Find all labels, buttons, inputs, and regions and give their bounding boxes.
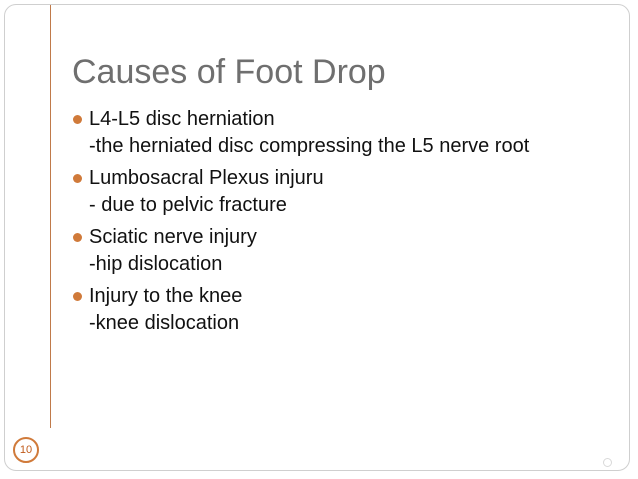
bullet-item <box>72 224 529 278</box>
corner-circle-icon <box>603 458 612 467</box>
bullet-subtext: - due to pelvic fracture <box>89 194 287 216</box>
bullet-subtext: -the herniated disc compressing the L5 nerve root <box>89 135 530 157</box>
bullet-item <box>72 283 529 337</box>
bullet-text: Lumbosacral Plexus injuru <box>89 167 324 189</box>
bullet-dot-icon <box>73 115 82 124</box>
bullet-list <box>72 106 529 342</box>
bullet-item <box>72 106 529 160</box>
bullet-dot-icon <box>73 292 82 301</box>
bullet-subtext: -hip dislocation <box>89 253 223 275</box>
left-accent-rule <box>50 5 51 428</box>
bullet-dot-icon <box>73 233 82 242</box>
slide-title: Causes of Foot Drop <box>72 53 386 91</box>
bullet-text: Injury to the knee <box>89 285 243 307</box>
bullet-text: L4-L5 disc herniation <box>89 108 275 130</box>
bullet-dot-icon <box>73 174 82 183</box>
bullet-subtext: -knee dislocation <box>89 312 240 334</box>
page-number-badge: 10 <box>13 437 39 463</box>
bullet-item <box>72 165 529 219</box>
bullet-text: Sciatic nerve injury <box>89 226 257 248</box>
